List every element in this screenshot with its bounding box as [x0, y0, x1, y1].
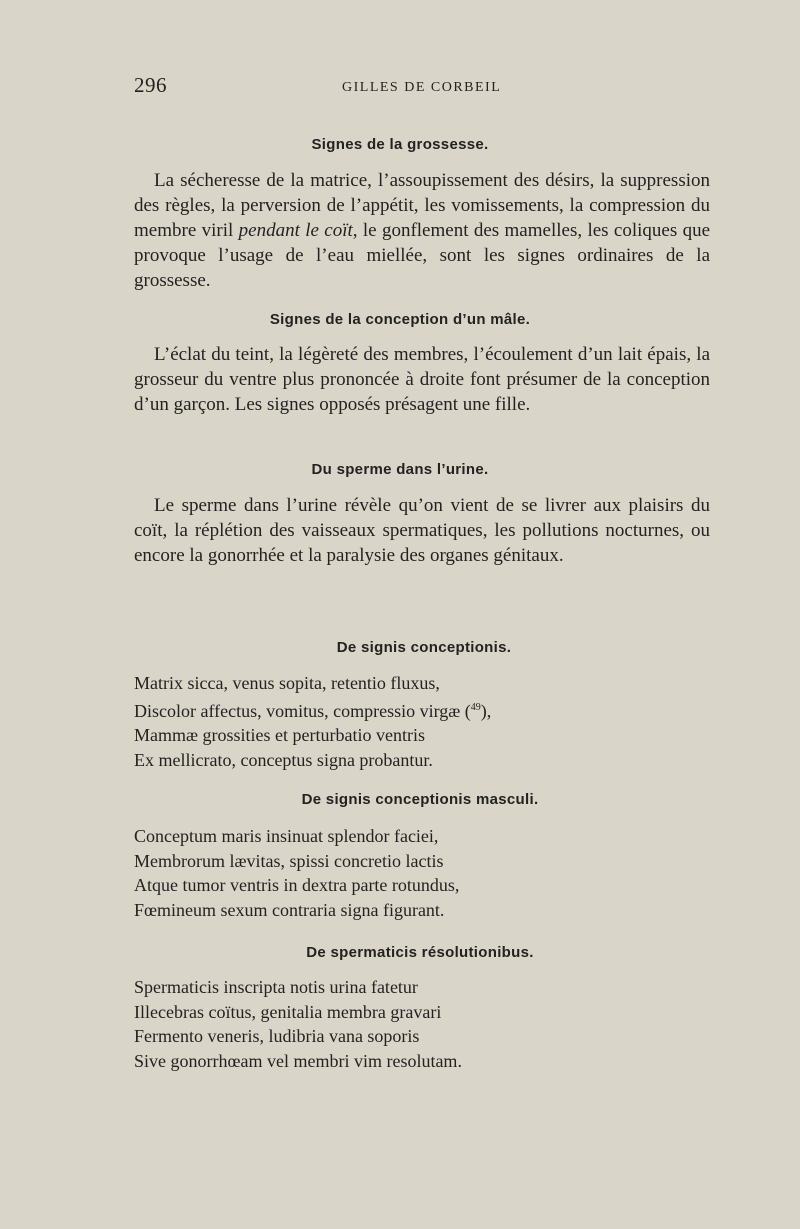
paragraph-grossesse — [134, 168, 710, 293]
section-heading-grossesse: Signes de la grossesse. — [311, 136, 489, 153]
paragraph-conception-male — [134, 342, 710, 417]
section-heading-sperme-urine: Du sperme dans l’urine. — [311, 461, 489, 478]
verse-line: Spermaticis inscripta notis urina fatetur — [134, 977, 418, 997]
running-head: GILLES DE CORBEIL — [342, 80, 502, 95]
verse-line: Atque tumor ventris in dextra parte rotundus, — [134, 875, 460, 895]
paragraph-italic-text: pendant le coït — [238, 220, 353, 241]
verse-line: Sive gonorrhœam vel membri vim resolutam. — [134, 1050, 462, 1071]
verse-line-text: Discolor affectus, vomitus, compressio virgæ — [134, 700, 461, 721]
verse-de-signis-conceptionis — [134, 671, 694, 772]
paragraph-text: La sécheresse de la matrice, l’assoupissement des désirs, la suppression des règles, la perversion de l’appétit, les vomissements, la compression du membre viril — [134, 170, 710, 241]
paragraph-text: , le gonflement des mamelles, les coliques que provoque l’usage de l’eau miellée, sont les signes ordinaires de la grossesse. — [134, 220, 711, 291]
verse-line: Discolor affectus, vomitus, compressio virgæ ($^{49}$), — [134, 700, 492, 721]
section-heading-de-signis-conceptionis: De signis conceptionis. — [336, 639, 512, 656]
paragraph-text: Le sperme dans l’urine révèle qu’on vient de se livrer aux plaisirs du coït, la réplétion des vaisseaux spermatiques, les pollutions nocturnes, ou encore la gonorrhée et la paralysie des organes génitaux. — [134, 495, 710, 566]
verse-line: Conceptum maris insinuat splendor faciei, — [134, 826, 439, 846]
verse-de-signis-masculi — [134, 824, 694, 922]
paragraph-sperme-urine — [134, 493, 710, 568]
verse-line: Fermento veneris, ludibria vana soporis — [134, 1026, 420, 1046]
verse-line: Illecebras coïtus, genitalia membra gravari — [134, 1001, 442, 1022]
verse-line: Mammæ grossities et perturbatio ventris — [134, 725, 425, 745]
page-number: 296 — [134, 73, 167, 97]
footnote-reference: 49 — [470, 701, 481, 713]
section-heading-de-signis-masculi: De signis conceptionis masculi. — [301, 791, 539, 808]
section-heading-conception-male: Signes de la conception d’un mâle. — [269, 311, 531, 328]
verse-de-spermaticis — [134, 975, 694, 1073]
verse-line: Ex mellicrato, conceptus signa probantur. — [134, 749, 433, 770]
verse-line: Matrix sicca, venus sopita, retentio fluxus, — [134, 673, 440, 693]
verse-line: Fœmineum sexum contraria signa figurant. — [134, 899, 445, 920]
paragraph-text: L’éclat du teint, la légèreté des membres, l’écoulement d’un lait épais, la grosseur du ventre plus prononcée à droite font présumer de la conception d’un garçon. Les signes opposés présagent une fille. — [134, 344, 710, 415]
section-heading-de-spermaticis: De spermaticis résolutionibus. — [306, 944, 534, 961]
verse-line: Membrorum lævitas, spissi concretio lactis — [134, 850, 444, 871]
